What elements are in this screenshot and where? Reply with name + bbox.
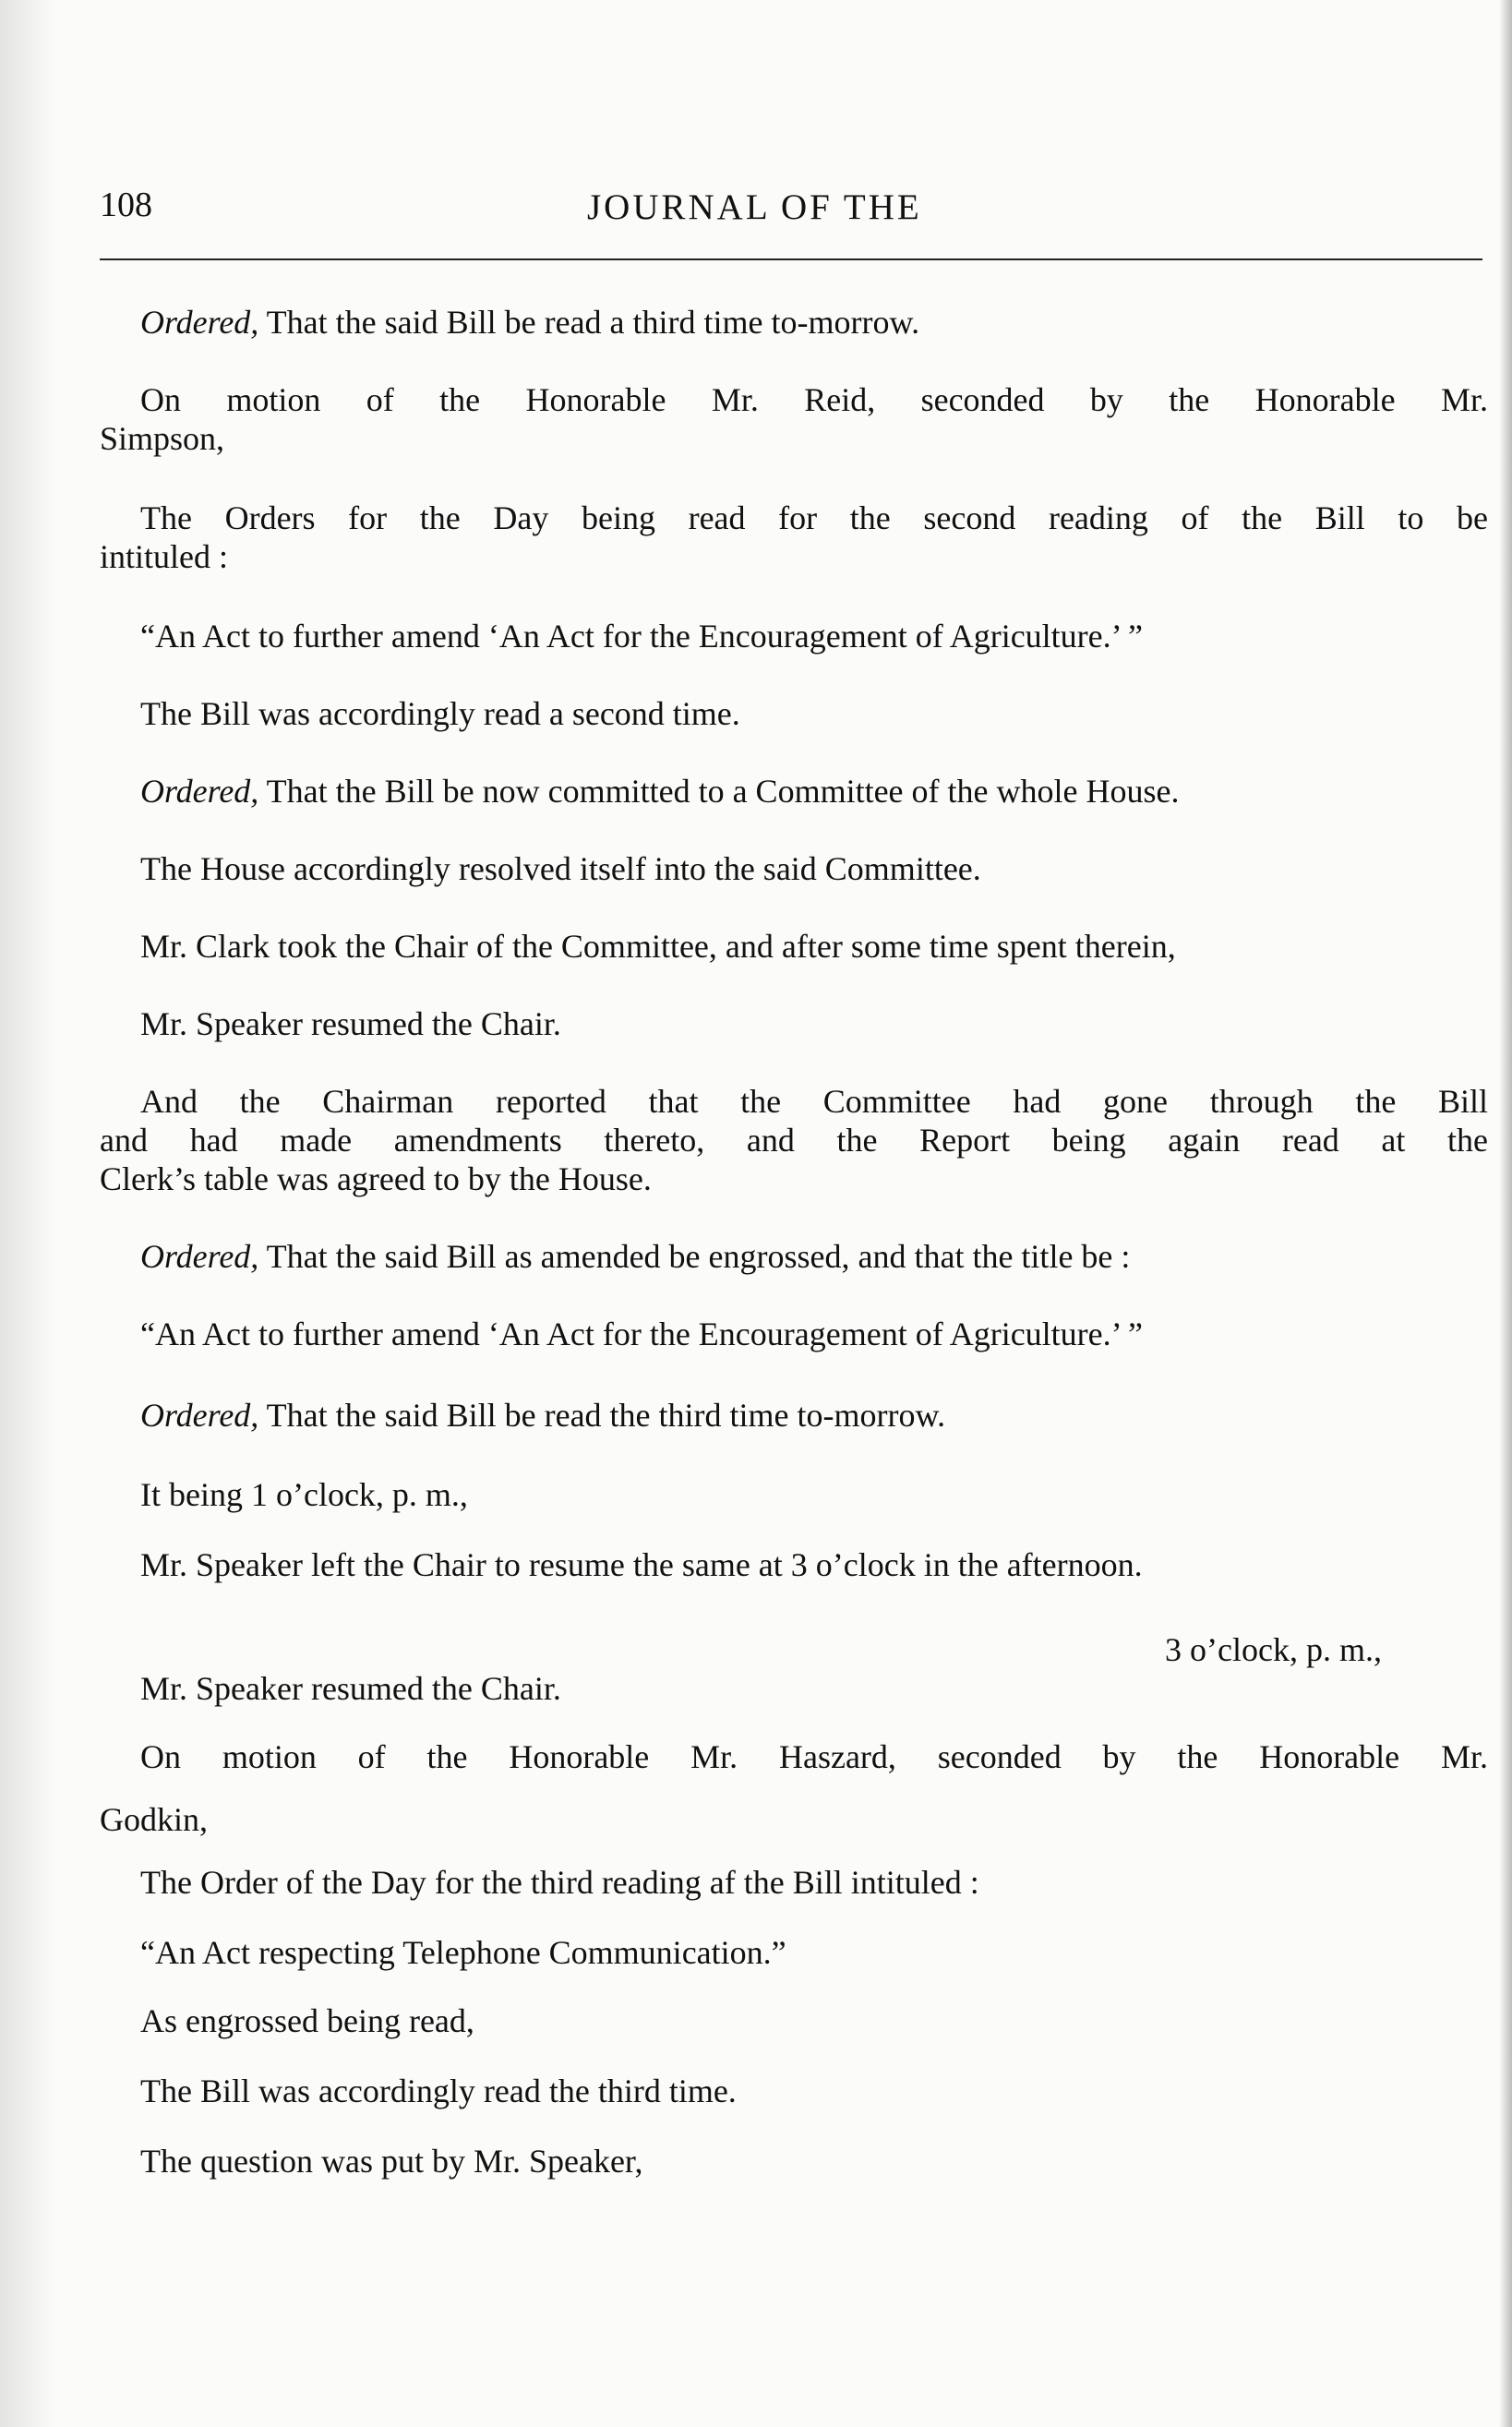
paragraph-chairman-report-line3: Clerk’s table was agreed to by the House.: [100, 1160, 652, 1197]
paragraph-orders-line1: The Orders for the Day being read for the second reading of the Bill to be: [140, 499, 1488, 536]
paragraph-chairman-report-line1: And the Chairman reported that the Committee had gone through the Bill: [140, 1083, 1488, 1120]
paragraph-motion-haszard-line1: On motion of the Honorable Mr. Haszard, seconded by the Honorable Mr.: [140, 1738, 1488, 1775]
paragraph-one-oclock: It being 1 o’clock, p. m.,: [140, 1476, 468, 1513]
paragraph-clark-chair: Mr. Clark took the Chair of the Committee, and after some time spent therein,: [140, 928, 1176, 965]
paragraph-speaker-resumed: Mr. Speaker resumed the Chair.: [140, 1005, 561, 1042]
page-edge-shadow-right: [1499, 0, 1512, 2427]
paragraph-speaker-resumed-afternoon: Mr. Speaker resumed the Chair.: [140, 1670, 561, 1707]
paragraph-ordered-committed: [140, 772, 1179, 811]
paragraph-orders-line2: intituled :: [100, 538, 228, 575]
ordered-lead: Ordered,: [140, 304, 259, 341]
paragraph-ordered-third-reading: [140, 303, 919, 342]
page-header: [100, 185, 1484, 240]
paragraph-text: That the Bill be now committed to a Committee of the whole House.: [258, 773, 1180, 810]
ordered-lead: Ordered,: [140, 773, 259, 810]
paragraph-read-third-time: The Bill was accordingly read the third time.: [140, 2073, 737, 2109]
page-number: 108: [100, 186, 152, 224]
paragraph-text: That the said Bill be read a third time to-morrow.: [258, 304, 920, 341]
ordered-lead: Ordered,: [140, 1238, 259, 1275]
time-marker-three-oclock: 3 o’clock, p. m.,: [1165, 1631, 1382, 1668]
paragraph-motion-haszard-line2: Godkin,: [100, 1801, 208, 1838]
paragraph-ordered-third-time: [140, 1396, 945, 1435]
paragraph-text: That the said Bill be read the third time to-morrow.: [258, 1397, 946, 1434]
running-head: JOURNAL OF THE: [587, 187, 922, 227]
paragraph-speaker-left: Mr. Speaker left the Chair to resume the same at 3 o’clock in the afternoon.: [140, 1546, 1143, 1583]
paragraph-text: That the said Bill as amended be engrossed, and that the title be :: [258, 1238, 1131, 1275]
paragraph-question-put: The question was put by Mr. Speaker,: [140, 2143, 643, 2180]
bill-title-agriculture: “An Act to further amend ‘An Act for the Encouragement of Agriculture.’ ”: [140, 618, 1143, 655]
paragraph-engrossed-read: As engrossed being read,: [140, 2002, 474, 2039]
bill-title-agriculture-amended: “An Act to further amend ‘An Act for the Encouragement of Agriculture.’ ”: [140, 1316, 1143, 1352]
paragraph-motion-reid-line2: Simpson,: [100, 420, 225, 457]
bill-title-telephone: “An Act respecting Telephone Communication.”: [140, 1934, 786, 1971]
header-rule: [100, 258, 1482, 260]
paragraph-read-second-time: The Bill was accordingly read a second time.: [140, 695, 740, 732]
paragraph-house-resolved: The House accordingly resolved itself into the said Committee.: [140, 850, 981, 887]
paragraph-motion-reid-line1: On motion of the Honorable Mr. Reid, seconded by the Honorable Mr.: [140, 381, 1488, 418]
paragraph-order-third-reading: The Order of the Day for the third reading af the Bill intituled :: [140, 1864, 979, 1901]
paragraph-chairman-report-line2: and had made amendments thereto, and the Report being again read at the: [100, 1122, 1488, 1159]
ordered-lead: Ordered,: [140, 1397, 259, 1434]
page-edge-shadow-left: [0, 0, 55, 2427]
paragraph-ordered-engrossed: [140, 1237, 1130, 1276]
